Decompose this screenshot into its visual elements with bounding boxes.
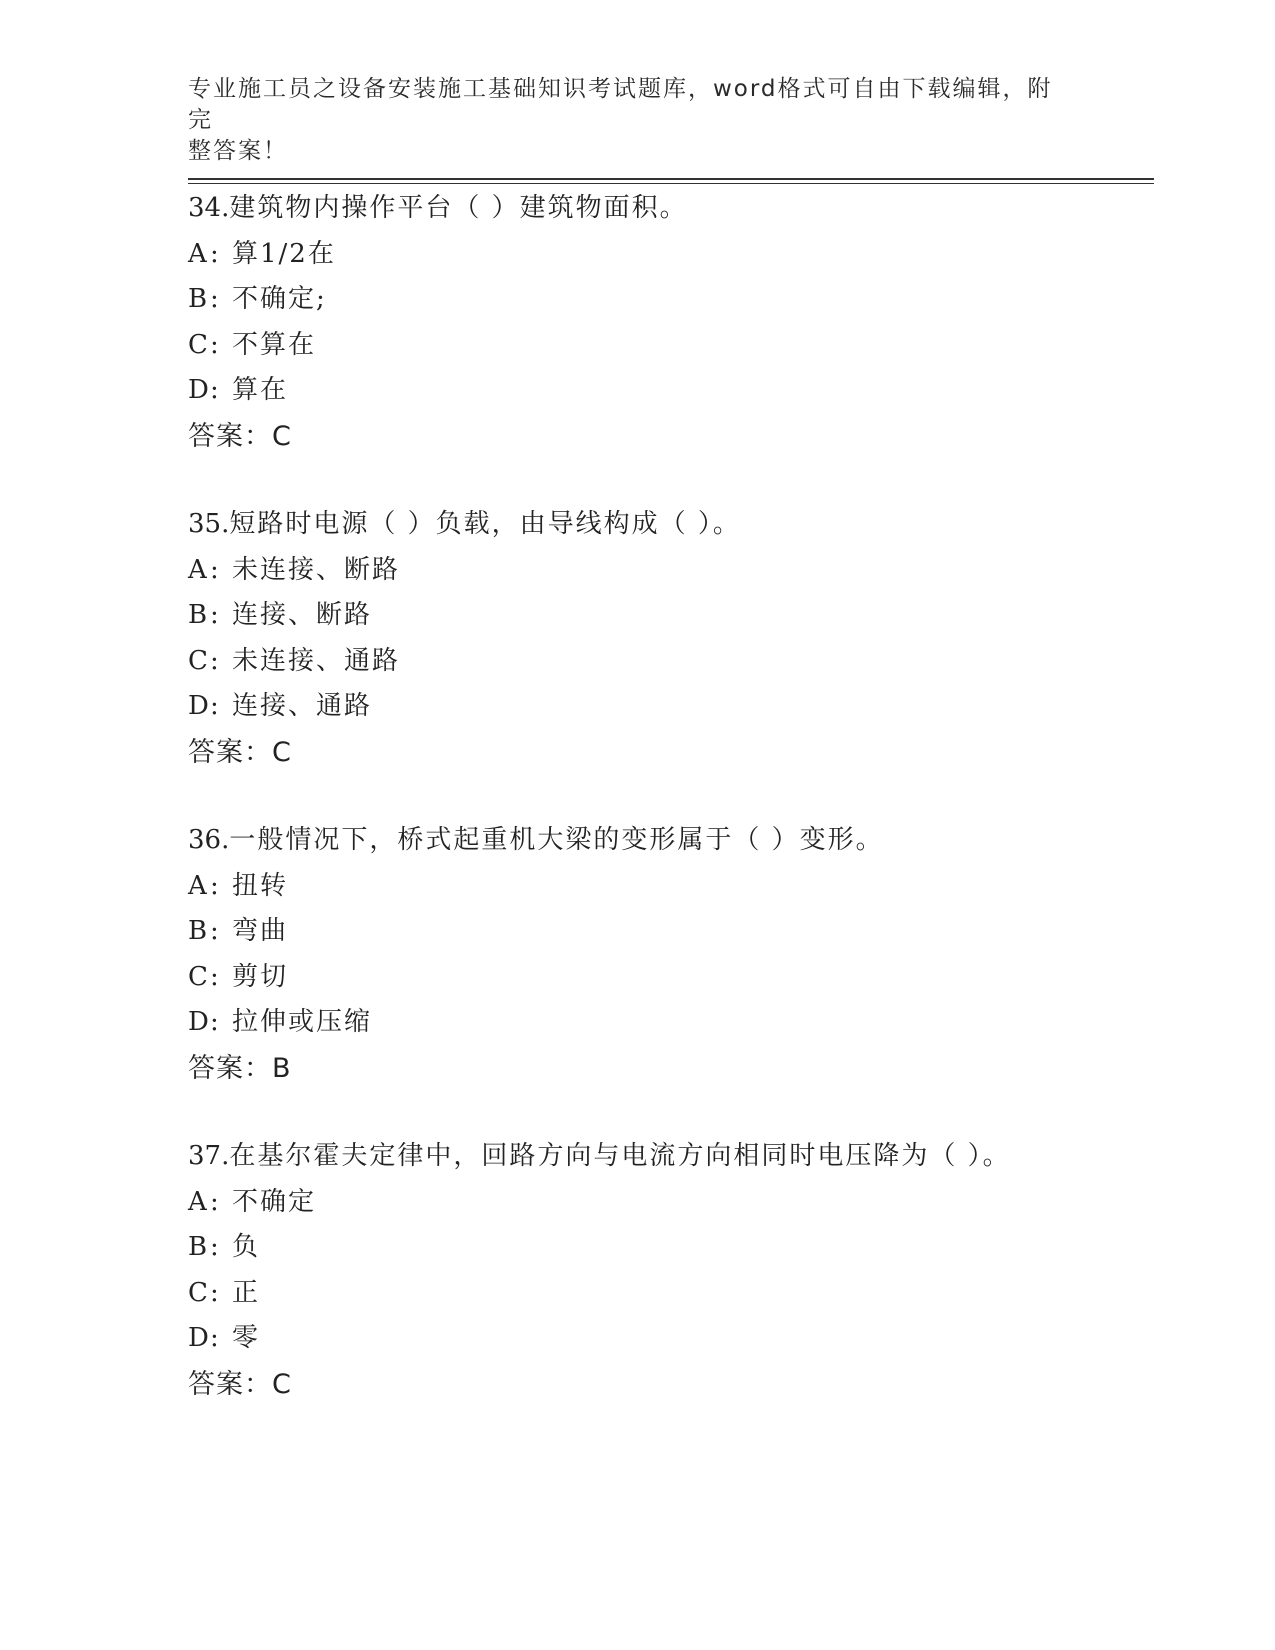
option-b <box>188 909 1168 955</box>
option-text: 算在 <box>232 375 289 405</box>
question-36 <box>188 818 1168 1091</box>
answer-value: C <box>272 736 292 768</box>
document-header <box>188 74 1068 167</box>
option-separator: : <box>210 375 221 405</box>
question-37 <box>188 1134 1168 1407</box>
option-c <box>188 1271 1168 1317</box>
option-text: 不确定 <box>232 1186 317 1217</box>
answer-label: 答案： <box>188 420 272 452</box>
question-stem <box>188 186 1168 232</box>
option-separator: : <box>210 1186 221 1217</box>
header-line-1: 专业施工员之设备安装施工基础知识考试题库，word格式可自由下载编辑，附完 <box>188 76 1053 133</box>
option-letter: D <box>188 375 211 405</box>
question-number: 35. <box>188 509 230 539</box>
option-text: 不确定; <box>232 284 327 314</box>
question-text: 一般情况下，桥式起重机大梁的变形属于（ ）变形。 <box>229 825 884 855</box>
option-letter: A <box>188 238 209 269</box>
option-separator: : <box>210 238 221 269</box>
option-text: 负 <box>232 1232 261 1262</box>
option-b <box>188 1225 1168 1271</box>
question-number: 36. <box>188 825 230 855</box>
option-letter: D <box>188 691 211 721</box>
option-a <box>188 864 1168 910</box>
option-separator: : <box>210 554 221 585</box>
answer-line <box>188 1046 1168 1092</box>
option-letter: C <box>188 961 210 992</box>
option-text: 未连接、通路 <box>232 645 401 676</box>
option-text: 连接、通路 <box>232 691 373 721</box>
header-line-2: 整答案！ <box>188 138 288 164</box>
option-letter: A <box>188 1186 209 1217</box>
option-a <box>188 232 1168 278</box>
question-stem <box>188 502 1168 548</box>
answer-line <box>188 414 1168 460</box>
option-a <box>188 1180 1168 1226</box>
option-text: 正 <box>232 1277 261 1308</box>
option-letter: B <box>188 916 210 946</box>
option-text: 拉伸或压缩 <box>232 1007 373 1037</box>
answer-value: C <box>272 420 292 452</box>
option-c <box>188 955 1168 1001</box>
question-stem <box>188 1134 1168 1180</box>
option-separator: : <box>210 284 221 314</box>
answer-label: 答案： <box>188 1052 272 1084</box>
question-number: 34. <box>188 193 230 223</box>
option-text: 零 <box>232 1323 261 1353</box>
question-text: 短路时电源（ ）负载，由导线构成（ ）。 <box>229 509 741 539</box>
option-separator: : <box>210 916 221 946</box>
option-separator: : <box>210 1323 221 1353</box>
option-d <box>188 368 1168 414</box>
option-separator: : <box>210 1277 221 1308</box>
option-separator: : <box>210 329 221 360</box>
answer-label: 答案： <box>188 1368 272 1400</box>
option-separator: : <box>210 645 221 676</box>
option-c <box>188 323 1168 369</box>
option-letter: A <box>188 554 209 585</box>
option-separator: : <box>210 600 221 630</box>
option-letter: C <box>188 645 210 676</box>
option-d <box>188 684 1168 730</box>
option-separator: : <box>210 870 221 901</box>
option-separator: : <box>210 1232 221 1262</box>
option-letter: B <box>188 600 210 630</box>
option-letter: A <box>188 870 209 901</box>
question-text: 在基尔霍夫定律中，回路方向与电流方向相同时电压降为（ ）。 <box>229 1141 1011 1171</box>
question-stem <box>188 818 1168 864</box>
option-text: 扭转 <box>232 870 289 901</box>
option-a <box>188 548 1168 594</box>
option-letter: B <box>188 284 210 314</box>
answer-value: B <box>272 1052 292 1084</box>
option-b <box>188 593 1168 639</box>
option-d <box>188 1000 1168 1046</box>
option-letter: D <box>188 1323 211 1353</box>
question-35 <box>188 502 1168 775</box>
option-b <box>188 277 1168 323</box>
option-letter: C <box>188 1277 210 1308</box>
option-text: 算1/2在 <box>232 238 336 269</box>
option-c <box>188 639 1168 685</box>
option-text: 连接、断路 <box>232 600 373 630</box>
header-divider-bottom <box>188 183 1154 184</box>
option-text: 未连接、断路 <box>232 554 401 585</box>
option-text: 弯曲 <box>232 916 289 946</box>
option-letter: C <box>188 329 210 360</box>
question-number: 37. <box>188 1141 230 1171</box>
question-34 <box>188 186 1168 459</box>
answer-line <box>188 1362 1168 1408</box>
option-separator: : <box>210 691 221 721</box>
question-text: 建筑物内操作平台（ ）建筑物面积。 <box>229 193 688 223</box>
option-letter: D <box>188 1007 211 1037</box>
option-separator: : <box>210 961 221 992</box>
option-letter: B <box>188 1232 210 1262</box>
option-separator: : <box>210 1007 221 1037</box>
option-text: 不算在 <box>232 329 317 360</box>
option-d <box>188 1316 1168 1362</box>
answer-value: C <box>272 1368 292 1400</box>
answer-label: 答案： <box>188 736 272 768</box>
answer-line <box>188 730 1168 776</box>
header-divider-top <box>188 178 1154 180</box>
option-text: 剪切 <box>232 961 289 992</box>
